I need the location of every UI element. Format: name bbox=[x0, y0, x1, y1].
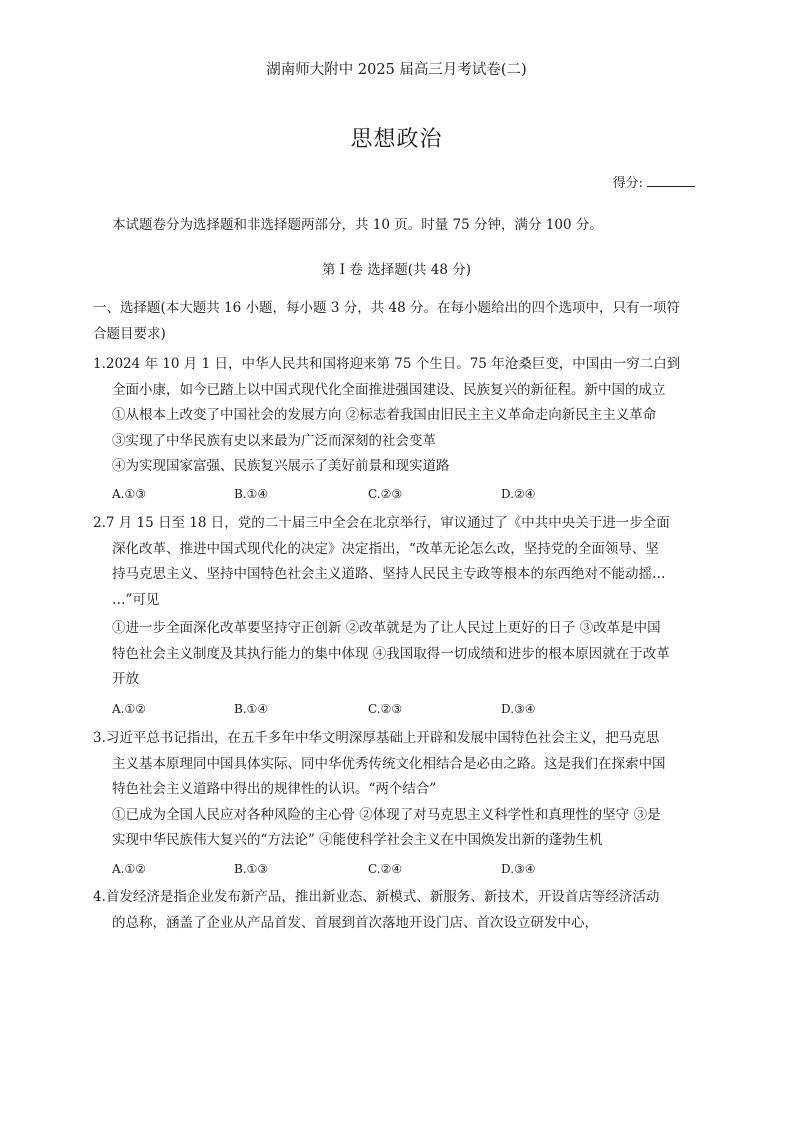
exam-intro: 本试题卷分为选择题和非选择题两部分，共 10 页。时量 75 分钟，满分 100 分。 bbox=[112, 217, 603, 233]
statement-line: 开放 bbox=[112, 671, 139, 687]
statement-line: ①从根本上改变了中国社会的发展方向 ②标志着我国由旧民主主义革命走向新民主主义革命 bbox=[112, 407, 657, 423]
question-3 bbox=[93, 726, 703, 854]
section-title: 第 I 卷 选择题(共 48 分) bbox=[321, 262, 471, 278]
question-stem-line: 特色社会主义道路中得出的规律性的认识。“两个结合” bbox=[112, 781, 437, 797]
option-c[interactable]: C.②③ bbox=[368, 487, 403, 501]
question-1 bbox=[93, 352, 703, 480]
question-4 bbox=[93, 885, 703, 936]
option-d[interactable]: D.③④ bbox=[501, 862, 536, 876]
option-a[interactable]: A.①② bbox=[112, 862, 146, 876]
statement-line: ①进一步全面深化改革要坚持守正创新 ②改革就是为了让人民过上更好的日子 ③改革是中国 bbox=[112, 620, 661, 636]
statement-line: ①已成为全国人民应对各种风险的主心骨 ②体现了对马克思主义科学性和真理性的坚守 ③是 bbox=[112, 806, 661, 823]
score-field bbox=[613, 172, 695, 191]
statement-line: 实现中华民族伟大复兴的“方法论” ④能使科学社会主义在中国焕发出新的蓬勃生机 bbox=[112, 832, 603, 848]
question-stem-line: …”可见 bbox=[112, 591, 160, 608]
question-stem-line: 深化改革、推进中国式现代化的决定》决定指出，“改革无论怎么改，坚持党的全面领导、坚 bbox=[112, 540, 659, 557]
question-stem-line: 持马克思主义、坚持中国特色社会主义道路、坚持人民民主专政等根本的东西绝对不能动摇… bbox=[112, 566, 666, 582]
statement-line: ④为实现国家富强、民族复兴展示了美好前景和现实道路 bbox=[112, 458, 450, 474]
option-b[interactable]: B.①③ bbox=[234, 862, 269, 876]
part-heading-line: 合题目要求) bbox=[93, 325, 166, 342]
option-a[interactable]: A.①② bbox=[112, 702, 146, 716]
question-stem-line: 4.首发经济是指企业发布新产品，推出新业态、新模式、新服务、新技术，开设首店等经济活动 bbox=[93, 889, 660, 905]
score-label: 得分: bbox=[612, 176, 643, 191]
statement-line: 特色社会主义制度及其执行能力的集中体现 ④我国取得一切成绩和进步的根本原因就在于改革 bbox=[112, 645, 670, 662]
subject-title: 思想政治 bbox=[350, 127, 443, 152]
option-b[interactable]: B.①④ bbox=[234, 702, 269, 716]
question-stem-line: 3.习近平总书记指出，在五千多年中华文明深厚基础上开辟和发展中国特色社会主义，把马克思 bbox=[93, 730, 660, 746]
option-a[interactable]: A.①③ bbox=[112, 487, 146, 501]
question-stem-line: 的总称，涵盖了企业从产品首发、首展到首次落地开设门店、首次设立研发中心， bbox=[112, 914, 598, 931]
question-stem-line: 全面小康，如今已踏上以中国式现代化全面推进强国建设、民族复兴的新征程。新中国的成立 bbox=[112, 381, 666, 398]
question-stem-line: 1.2024 年 10 月 1 日，中华人民共和国将迎来第 75 个生日。75 年沧桑巨变，中国由一穷二白到 bbox=[93, 356, 681, 372]
option-b[interactable]: B.①④ bbox=[234, 487, 269, 501]
option-c[interactable]: C.②④ bbox=[368, 862, 403, 876]
question-stem-line: 2.7 月 15 日至 18 日，党的二十届三中全会在北京举行，审议通过了《中共中央关于进一步全面 bbox=[93, 515, 670, 531]
part-heading-line: 一、选择题(本大题共 16 小题，每小题 3 分，共 48 分。在每小题给出的四个选项中，只有一项符 bbox=[93, 300, 680, 316]
question-stem-line: 主义基本原理同中国具体实际、同中华优秀传统文化相结合是必由之路。这是我们在探索中国 bbox=[112, 755, 666, 772]
option-c[interactable]: C.②③ bbox=[368, 702, 403, 716]
exam-header: 湖南师大附中 2025 届高三月考试卷(二) bbox=[266, 62, 527, 78]
score-blank bbox=[647, 174, 695, 187]
option-d[interactable]: D.③④ bbox=[501, 702, 536, 716]
part-heading bbox=[93, 296, 703, 347]
question-2 bbox=[93, 511, 703, 693]
option-d[interactable]: D.②④ bbox=[501, 487, 536, 501]
statement-line: ③实现了中华民族有史以来最为广泛而深刻的社会变革 bbox=[112, 432, 436, 449]
